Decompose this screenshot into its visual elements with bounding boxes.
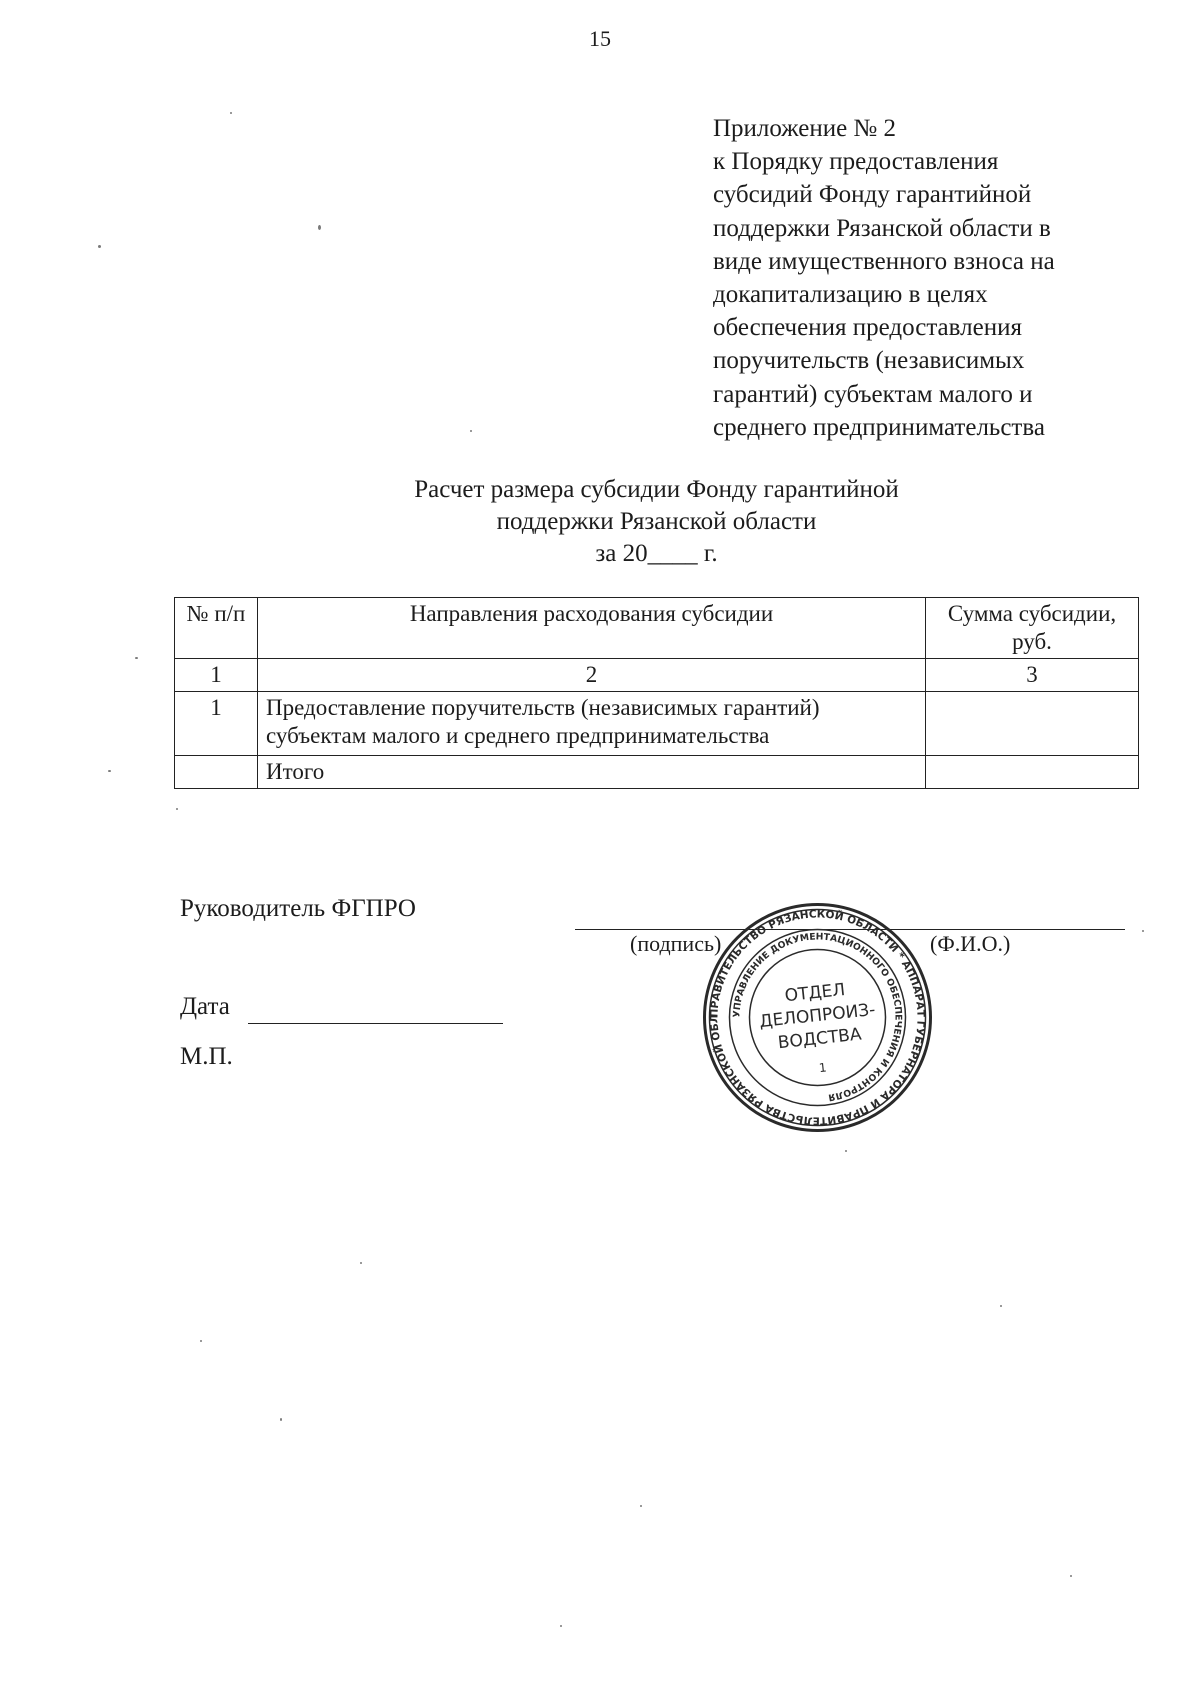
stamp-number: 1 [818,1060,828,1076]
document-title [0,474,1200,570]
table-cell: 1 [175,692,258,756]
scan-speck [1142,930,1144,932]
appendix-line: к Порядку предоставления [713,148,999,176]
scan-speck [108,770,111,772]
title-line: поддержки Рязанской области [496,508,817,535]
header-number: № п/п [175,598,258,659]
scan-speck [640,1505,642,1507]
appendix-line: поддержки Рязанской области в [713,214,1051,242]
stamp-center-line: ДЕЛОПРОИЗ- [758,999,877,1033]
table-cell [175,756,258,789]
scan-speck [1070,1575,1072,1577]
appendix-line: Приложение № 2 [713,115,897,142]
office-stamp [700,900,935,1135]
appendix-line: виде имущественного взноса на [713,247,1055,275]
appendix-line: субсидий Фонду гарантийной [713,181,1032,209]
full-name-hint: (Ф.И.О.) [930,931,1011,956]
title-line: Расчет размера субсидии Фонду гарантийной [414,476,899,503]
column-number: 3 [926,659,1139,692]
signature-hint: (подпись) [630,931,722,956]
stamp-center-line: ОТДЕЛ [783,980,847,1007]
appendix-line: гарантий) субъектам малого и [713,380,1033,408]
table-cell: Предоставление поручительств (независимых гарантий) субъектам малого и среднего предпринимательства [258,692,926,756]
appendix-line: докапитализацию в целях [713,281,988,309]
scan-speck [176,808,178,810]
seal-place-label: М.П. [180,1043,233,1070]
appendix-line: обеспечения предоставления [713,314,1022,342]
stamp-inner-text: УПРАВЛЕНИЕ ДОКУМЕНТАЦИОННОГО ОБЕСПЕЧЕНИЯ И КОНТРОЛЯ [731,931,904,1103]
scan-speck [318,225,321,230]
column-number: 1 [175,659,258,692]
scan-speck [280,1418,282,1421]
scan-speck [845,1150,847,1152]
date-label: Дата [180,993,230,1020]
appendix-reference [713,112,1133,444]
scan-speck [360,1262,362,1264]
table-cell [926,756,1139,789]
scan-speck [200,1340,202,1342]
table-cell [926,692,1139,756]
date-line [248,1023,503,1024]
table-row [175,692,1139,756]
scan-speck [1000,1305,1002,1307]
subsidy-calculation-table [174,597,1139,789]
appendix-line: поручительств (независимых [713,347,1025,375]
office-stamp-graphic [700,900,935,1135]
page-number: 15 [589,26,611,51]
stamp-center-line: ВОДСТВА [776,1024,863,1054]
scan-speck [560,1625,562,1627]
scan-speck [230,112,232,114]
header-amount: Сумма субсидии, руб. [926,598,1139,659]
table-column-numbers-row [175,659,1139,692]
table-header-row [175,598,1139,659]
table-total-row [175,756,1139,789]
scan-speck [135,657,138,659]
table-cell: Итого [258,756,926,789]
title-line: за 20____ г. [595,540,718,567]
appendix-line: среднего предпринимательства [713,413,1045,441]
scan-speck [98,245,101,248]
column-number: 2 [258,659,926,692]
header-direction: Направления расходования субсидии [258,598,926,659]
stamp-outer-text: ПРАВИТЕЛЬСТВО РЯЗАНСКОЙ ОБЛАСТИ * АППАРАТ ГУБЕРНАТОРА И ПРАВИТЕЛЬСТВА РЯЗАНСКОЙ ОБЛ [708,908,927,1127]
head-label: Руководитель ФГПРО [180,895,416,922]
scan-speck [470,430,472,432]
